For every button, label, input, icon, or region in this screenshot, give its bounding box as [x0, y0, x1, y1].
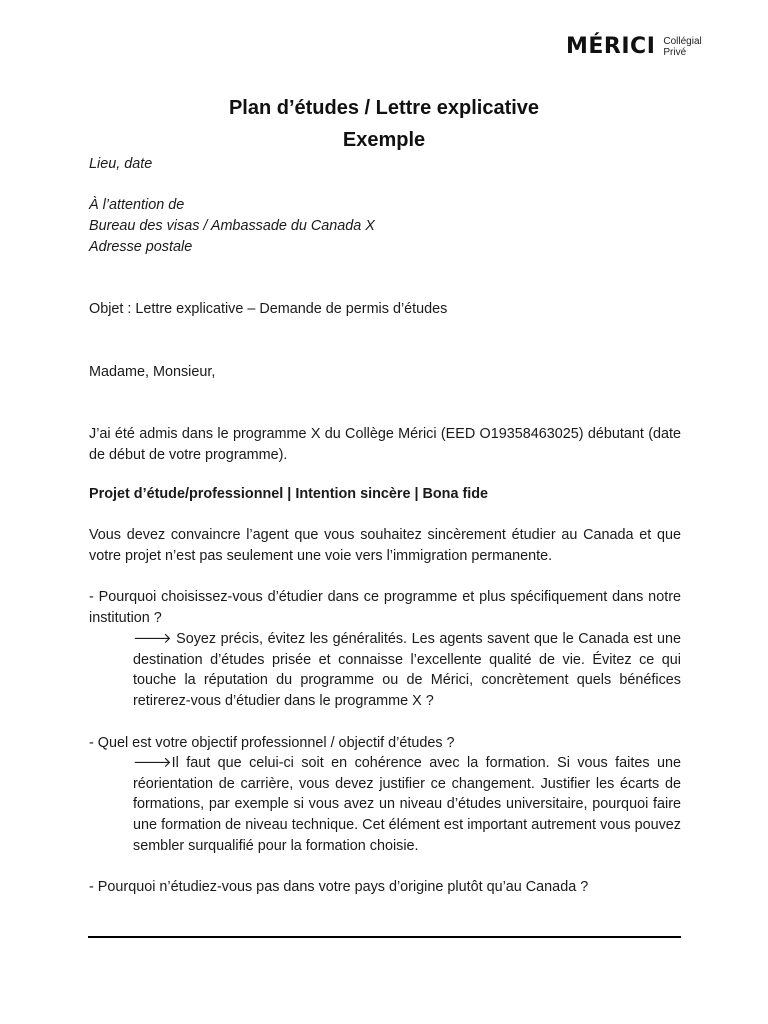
logo-wordmark: MÉRICI — [566, 34, 656, 59]
document-subtitle: Exemple — [342, 129, 426, 151]
logo-subtitle-line-2: Privé — [663, 46, 687, 58]
subject-line: Objet : Lettre explicative – Demande de permis d’études — [89, 301, 448, 317]
salutation: Madame, Monsieur, — [89, 364, 216, 380]
section-heading: Projet d’étude/professionnel | Intention sincère | Bona fide — [89, 486, 489, 502]
answer-2: 🡒Il faut que celui-ci soit en cohérence avec la formation. Si vous faites une réorientation de carrière, vous devez justifier ce changement. Justifier les écarts de formations, par exemple si vous avez un niveau d’études universitaire, pourquoi faire une formation de niveau technique. Cet élément est important autrement vous pouvez sembler surqualifié pour la formation choisie. — [133, 755, 681, 854]
place-date: Lieu, date — [89, 156, 153, 172]
footer-rule — [88, 936, 681, 938]
merici-logo — [566, 34, 702, 59]
question-2: - Quel est votre objectif professionnel / objectif d’études ? — [89, 735, 455, 751]
question-1: - Pourquoi choisissez-vous d’étudier dans ce programme et plus spécifiquement dans notre institution ? — [89, 589, 681, 626]
logo-subtitle-line-1: Collégial — [663, 35, 702, 47]
intro-paragraph: J’ai été admis dans le programme X du Collège Mérici (EED O19358463025) débutant (date de début de votre programme). — [89, 426, 681, 463]
section-intro-paragraph: Vous devez convaincre l’agent que vous souhaitez sincèrement étudier au Canada et que votre projet n’est pas seulement une voie vers l’immigration permanente. — [89, 527, 681, 564]
logo-subtitle — [663, 36, 701, 58]
attention-line: À l’attention de — [89, 197, 185, 213]
question-3: - Pourquoi n’étudiez-vous pas dans votre pays d’origine plutôt qu’au Canada ? — [89, 879, 589, 895]
recipient-address: Adresse postale — [89, 239, 193, 255]
document-title: Plan d’études / Lettre explicative — [228, 97, 540, 119]
recipient-office: Bureau des visas / Ambassade du Canada X — [89, 218, 375, 234]
answer-1: 🡒 Soyez précis, évitez les généralités. Les agents savent que le Canada est une destination d’études prisée et connaisse l’excellente qualité de vie. Évitez ce qui touche la réputation du programme ou de Mérici, concrètement quels bénéfices retirerez-vous d’étudier dans le programme X ? — [133, 631, 681, 710]
